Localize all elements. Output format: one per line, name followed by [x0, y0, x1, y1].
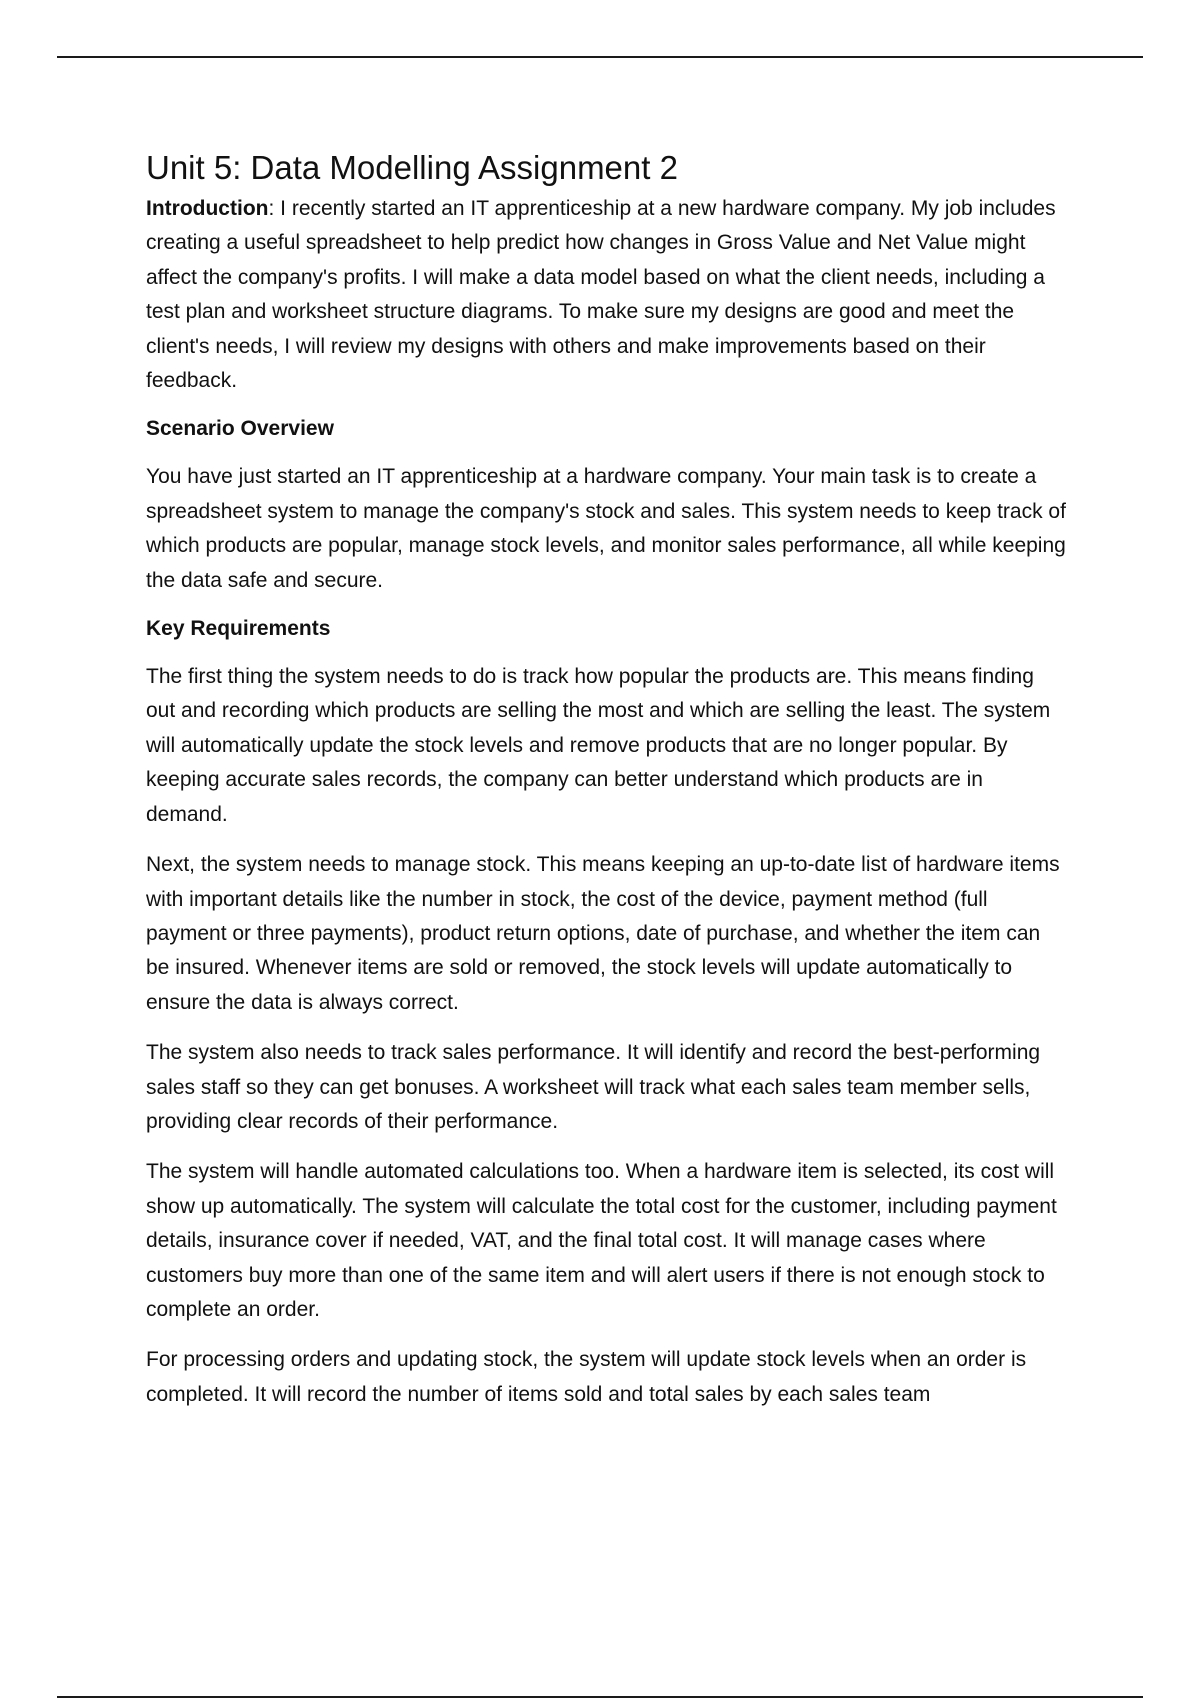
requirements-paragraph: The system will handle automated calculations too. When a hardware item is selected, its cost will show up automatically. The system will calculate the total cost for the customer, including payment details, insurance cover if needed, VAT, and the final total cost. It will manage cases where customers buy more than one of the same item and will alert users if there is not enough stock to complete an order.: [146, 1160, 1057, 1321]
top-rule: [57, 56, 1143, 58]
intro-text: : I recently started an IT apprenticeship at a new hardware company. My job includes creating a useful spreadsheet to help predict how changes in Gross Value and Net Value might affect the company's profits. I will make a data model based on what the client needs, including a test plan and worksheet structure diagrams. To make sure my designs are good and meet the client's needs, I will review my designs with others and make improvements based on their feedback.: [146, 197, 1056, 393]
requirements-paragraph: The first thing the system needs to do is track how popular the products are. This means finding out and recording which products are selling the most and which are selling the least. The system will automatically update the stock levels and remove products that are no longer popular. By keeping accurate sales records, the company can better understand which products are in demand.: [146, 665, 1051, 826]
intro-paragraph: [146, 192, 1066, 398]
scenario-paragraph: You have just started an IT apprenticeship at a hardware company. Your main task is to create a spreadsheet system to manage the company's stock and sales. This system needs to keep track of which products are popular, manage stock levels, and monitor sales performance, all while keeping the data safe and secure.: [146, 465, 1066, 592]
document-body: [146, 144, 1066, 1428]
scenario-heading: Scenario Overview: [146, 417, 334, 441]
requirements-paragraph: For processing orders and updating stock, the system will update stock levels when an order is completed. It will record the number of items sold and total sales by each sales team: [146, 1348, 1027, 1406]
document-title: Unit 5: Data Modelling Assignment 2: [146, 149, 678, 186]
requirements-paragraph: Next, the system needs to manage stock. This means keeping an up-to-date list of hardware items with important details like the number in stock, the cost of the device, payment method (full payment or three payments), product return options, date of purchase, and whether the item can be insured. Whenever items are sold or removed, the stock levels will update automatically to ensure the data is always correct.: [146, 853, 1060, 1014]
bottom-rule: [57, 1696, 1143, 1698]
intro-label: Introduction: [146, 197, 269, 220]
requirements-heading: Key Requirements: [146, 617, 331, 641]
requirements-paragraph: The system also needs to track sales performance. It will identify and record the best-performing sales staff so they can get bonuses. A worksheet will track what each sales team member sells, providing clear records of their performance.: [146, 1041, 1041, 1133]
